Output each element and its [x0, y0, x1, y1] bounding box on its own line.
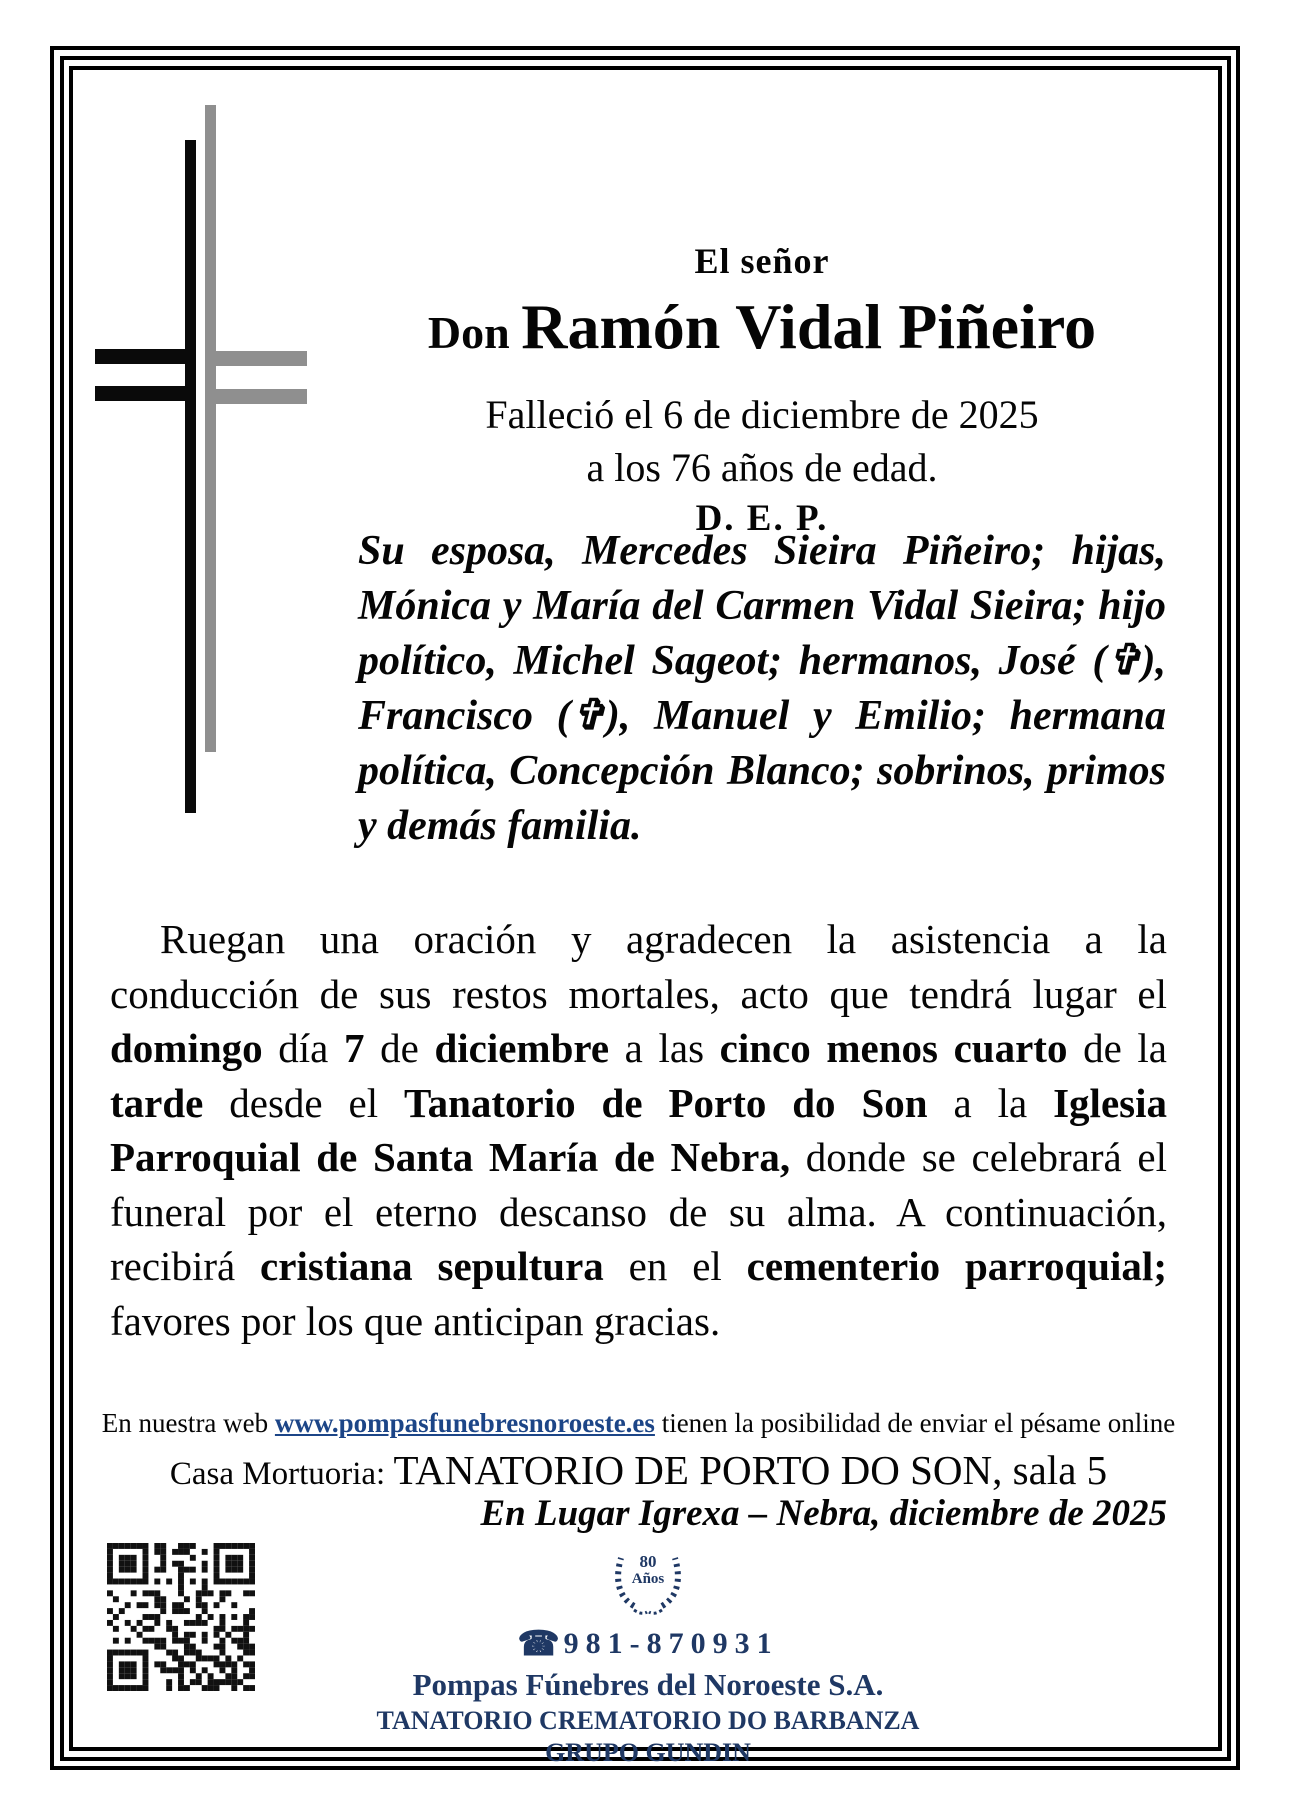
announcement-segment: de la — [1067, 1025, 1167, 1071]
place-date-line: En Lugar Igrexa – Nebra, diciembre de 2025 — [480, 1493, 1167, 1534]
qr-code-image — [107, 1543, 255, 1691]
mortuary-label: Casa Mortuoria: — [169, 1456, 394, 1492]
announcement-bold-segment: diciembre — [434, 1025, 610, 1071]
funeral-company-name: Pompas Fúnebres del Noroeste S.A. — [412, 1667, 884, 1702]
mortuary-value: TANATORIO DE PORTO DO SON, sala 5 — [393, 1447, 1108, 1493]
cross-arm-lower-right — [207, 389, 307, 404]
announcement-segment: favores por los que anticipan gracias. — [110, 1297, 721, 1344]
footer — [260, 1540, 1036, 1768]
rip-abbreviation: D. E. P. — [695, 498, 829, 539]
announcement-bold-segment: Iglesia Parroquial de Santa María de Nebra, — [110, 1079, 1167, 1180]
cross-arm-upper-right — [207, 351, 307, 366]
mortuary-line — [110, 1446, 1167, 1494]
announcement-segment: en el — [603, 1243, 747, 1289]
announcement-segment: desde el — [203, 1079, 405, 1126]
badge-word: Años — [631, 1571, 665, 1587]
announcement-segment: día — [262, 1025, 344, 1071]
cross-arm-upper-left — [95, 349, 196, 364]
announcement-paragraph — [110, 912, 1167, 1348]
phone-line — [260, 1624, 1036, 1664]
announcement-segment: Ruegan una oración y agradecen la asistencia a la conducción de sus restos mortales, acto que tendrá lugar el — [110, 916, 1167, 1017]
age-line: a los 76 años de edad. — [586, 445, 938, 490]
phone-number: 981-870931 — [563, 1627, 779, 1660]
crematory-name: TANATORIO CREMATORIO DO BARBANZA — [376, 1706, 920, 1735]
cross-arm-lower-left — [95, 386, 193, 401]
announcement-bold-segment: tarde — [110, 1079, 204, 1126]
announcement-bold-segment: cementerio parroquial; — [746, 1243, 1167, 1289]
web-line-prefix: En nuestra web — [101, 1408, 275, 1438]
death-date-line: Falleció el 6 de diciembre de 2025 — [485, 392, 1039, 437]
group-name: GRUPO GUNDIN — [545, 1738, 751, 1767]
announcement-bold-segment: Tanatorio de Porto do Son — [404, 1079, 928, 1126]
phone-icon: ☎ — [517, 1626, 560, 1663]
announcement-bold-segment: cristiana sepultura — [260, 1243, 604, 1289]
badge-years: 80 — [639, 1552, 657, 1571]
cross-vertical-gray — [205, 105, 216, 752]
salutation: El señor — [694, 241, 830, 281]
announcement-bold-segment: 7 — [344, 1025, 365, 1071]
qr-code — [107, 1543, 255, 1691]
name-prefix: Don — [427, 307, 522, 358]
header — [358, 240, 1166, 540]
announcement-bold-segment: cinco menos cuarto — [719, 1025, 1068, 1071]
deceased-name: Ramón Vidal Piñeiro — [521, 291, 1097, 362]
deceased-name-line — [358, 290, 1166, 381]
condolences-link[interactable]: www.pompasfunebresnoroeste.es — [274, 1408, 655, 1438]
announcement-segment: a las — [609, 1025, 720, 1071]
announcement-segment: de — [364, 1025, 435, 1071]
announcement-segment: a la — [927, 1079, 1054, 1126]
anniversary-badge — [600, 1540, 696, 1616]
web-line-suffix: tienen la posibilidad de enviar el pésame online — [654, 1408, 1176, 1438]
web-condolences-line — [100, 1408, 1177, 1439]
announcement-segment: donde se celebrará el funeral por el eterno descanso de su alma. A continuación, recibirá — [110, 1134, 1167, 1289]
cross-vertical-black — [185, 140, 196, 813]
family-paragraph: Su esposa, Mercedes Sieira Piñeiro; hijas, Mónica y María del Carmen Vidal Sieira; hijo político, Michel Sageot; hermanos, José (✞), Francisco (✞), Manuel y Emilio; hermana política, Concepción Blanco; sobrinos, primos y demás familia. — [358, 528, 1166, 849]
announcement-bold-segment: domingo — [110, 1025, 263, 1071]
